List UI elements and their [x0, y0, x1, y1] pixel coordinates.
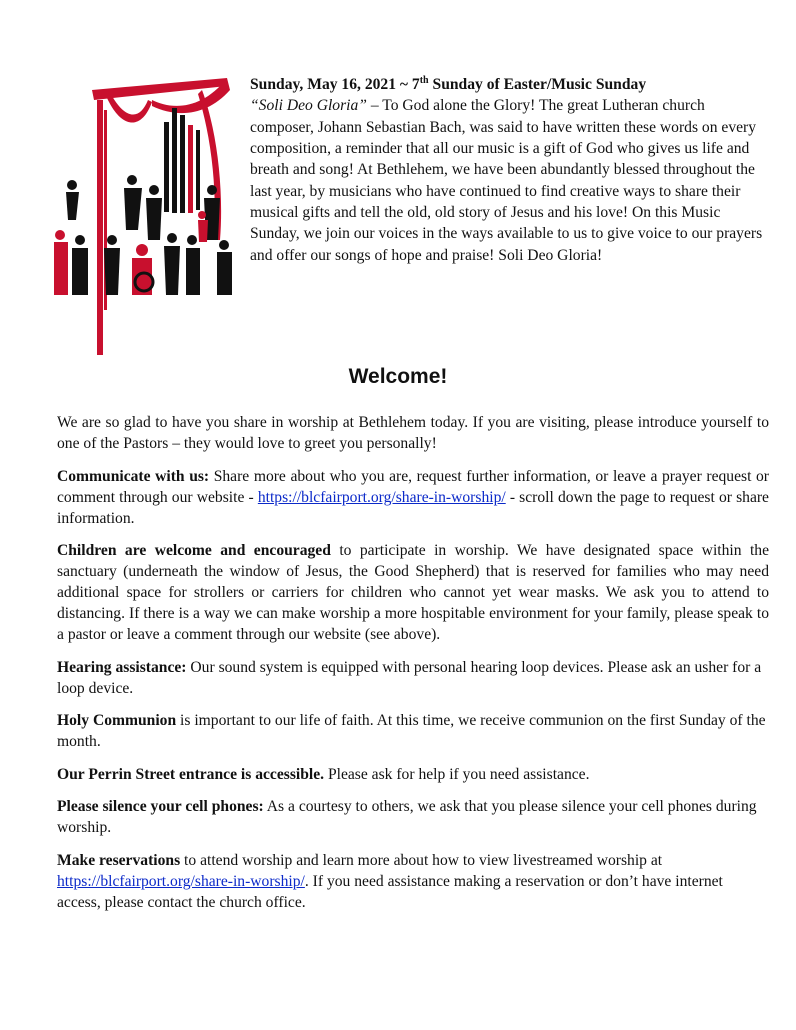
phones-paragraph: Please silence your cell phones: As a courtesy to others, we ask that you please silence your cell phones during worship.	[57, 798, 757, 836]
hearing-heading: Hearing assistance:	[57, 658, 187, 676]
communicate-heading: Communicate with us:	[57, 467, 210, 485]
communion-paragraph: Holy Communion is important to our life of faith. At this time, we receive communion on the first Sunday of the month.	[57, 712, 766, 750]
welcome-body	[57, 412, 769, 924]
children-paragraph: Children are welcome and encouraged to participate in worship. We have designated space within the sanctuary (underneath the window of Jesus, the Good Shepherd) that is reserved for families who may need additional space for strollers or carriers for children who cannot yet wear masks. We ask you to attend to distancing. If there is a way we can make worship a more hospitable environment for your family, please speak to a pastor or leave a comment through our website (see above).	[57, 542, 770, 643]
intro-quote: “Soli Deo Gloria”	[250, 97, 367, 115]
intro-text: – To God alone the Glory! The great Lutheran church composer, Johann Sebastian Bach, was said to have written these words on every composition, a reminder that all our music is a gift of God who gives us life and breath and song! At Bethlehem, we have been abundantly blessed throughout the last year, by musicians who have continued to find creative ways to share their musical gifts and tell the old, old story of Jesus and his love! On this Music Sunday, we join our voices in the ways available to us to give voice to our prayers and offer our songs of hope and praise! Soli Deo Gloria!	[250, 97, 763, 264]
intro-section	[250, 70, 770, 266]
hearing-paragraph: Hearing assistance: Our sound system is equipped with personal hearing loop devices. Please ask an usher for a loop device.	[57, 658, 762, 697]
welcome-title: Welcome!	[348, 365, 448, 388]
children-heading: Children are welcome and encouraged	[57, 542, 331, 559]
share-worship-link[interactable]: https://blcfairport.org/share-in-worship/	[257, 488, 506, 506]
communion-heading: Holy Communion	[57, 712, 177, 729]
entrance-paragraph: Our Perrin Street entrance is accessible. Please ask for help if you need assistance.	[57, 765, 590, 783]
intro-paragraph	[250, 95, 770, 265]
music-sunday-illustration-icon	[52, 70, 240, 360]
reservations-paragraph: Make reservations to attend worship and learn more about how to view livestreamed worship at https://blcfairport.org/share-in-worship/. If you need assistance making a reservation or don’t have internet access, please contact the church office.	[57, 851, 723, 911]
communicate-paragraph: Communicate with us: Share more about who you are, request further information, or leave a prayer request or comment through our website - https://blcfairport.org/share-in-worship/ - scroll down the page to request or share information.	[57, 467, 769, 527]
phones-heading: Please silence your cell phones:	[57, 798, 264, 815]
service-heading: Sunday, May 16, 2021 ~ 7th Sunday of Easter/Music Sunday	[250, 75, 647, 94]
visitor-paragraph: We are so glad to have you share in worship at Bethlehem today. If you are visiting, please introduce yourself to one of the Pastors – they would love to greet you personally!	[57, 414, 769, 452]
reservation-link[interactable]: https://blcfairport.org/share-in-worship/	[57, 872, 305, 890]
entrance-heading: Our Perrin Street entrance is accessible.	[57, 765, 325, 783]
reservations-heading: Make reservations	[57, 851, 181, 869]
